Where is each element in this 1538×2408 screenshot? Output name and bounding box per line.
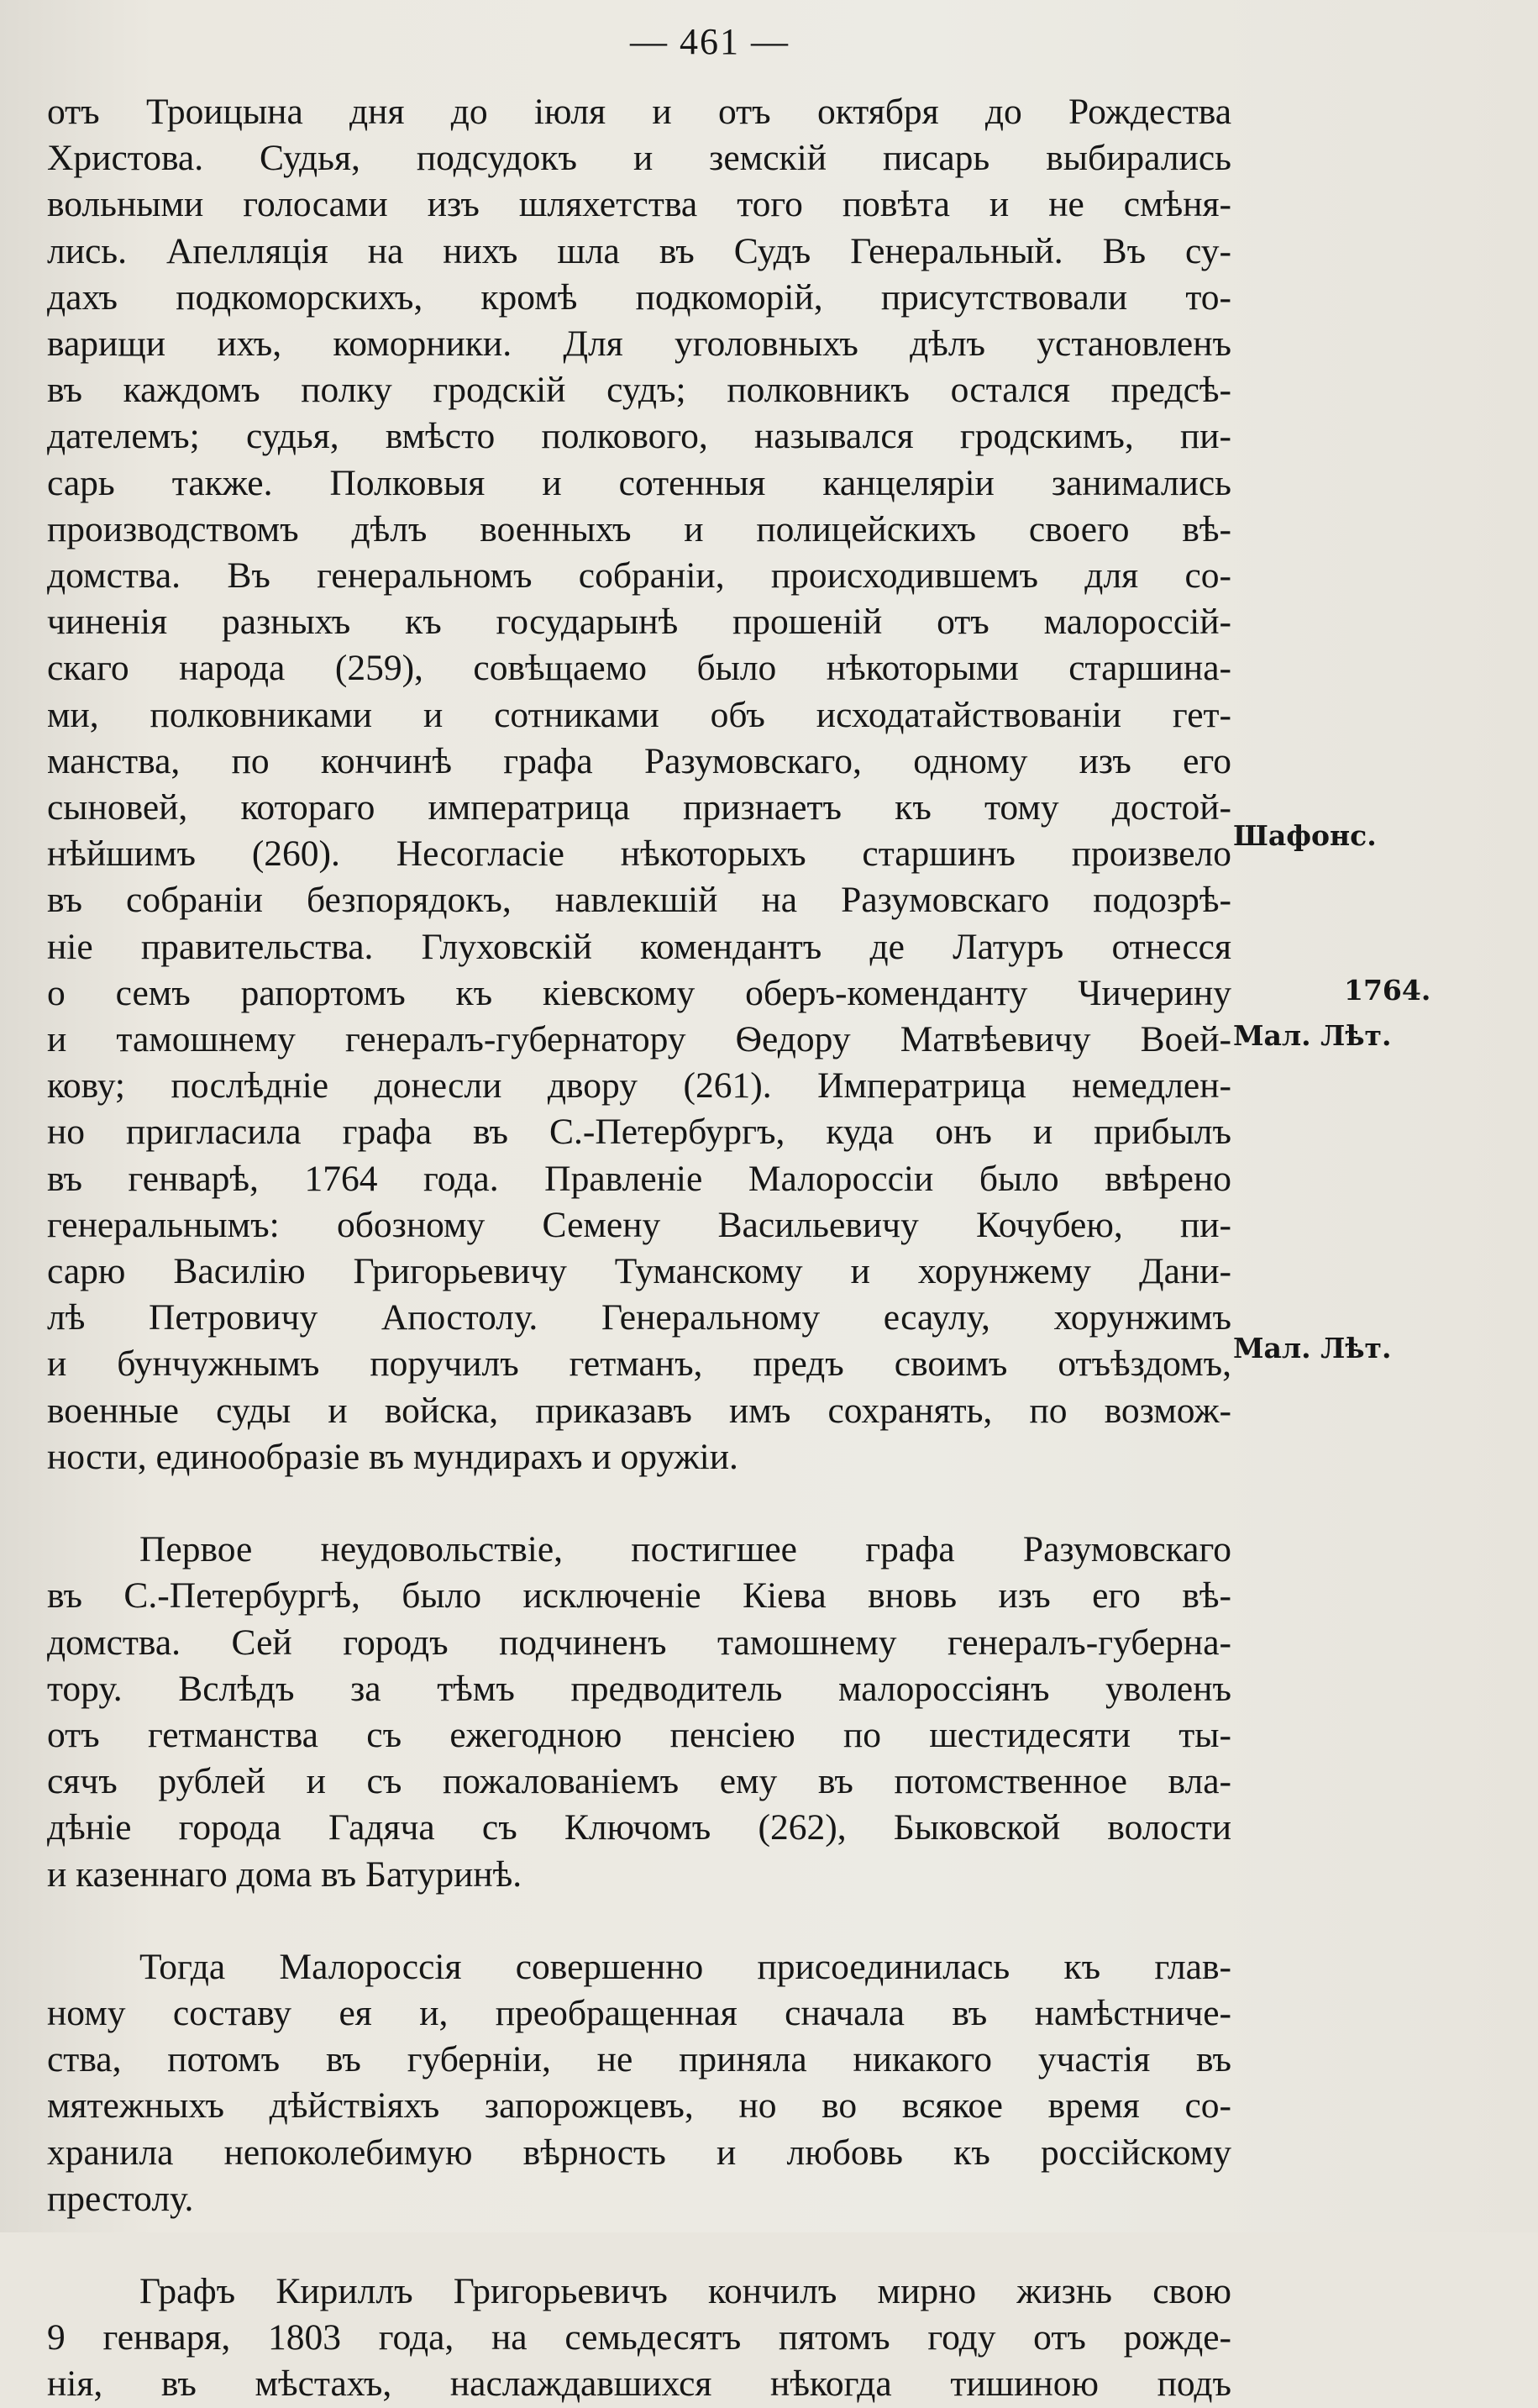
text-line: нѣйшимъ (260). Несогласіе нѣкоторыхъ старшинъ произвело: [47, 833, 1231, 875]
text-line: лѣ Петровичу Апостолу. Генеральному есаулу, хорунжимъ: [47, 1297, 1231, 1338]
text-line: ности, единообразіе въ мундирахъ и оружіи.: [47, 1436, 738, 1477]
text-line: дѣніе города Гадяча съ Ключомъ (262), Быковской волости: [47, 1807, 1231, 1848]
text-line: отъ гетманства съ ежегодною пенсіею по шестидесяти ты-: [47, 1714, 1231, 1755]
text-line: въ генварѣ, 1764 года. Правленіе Малороссіи было ввѣрено: [47, 1158, 1231, 1199]
text-line: вольными голосами изъ шляхетства того повѣта и не смѣня-: [47, 184, 1231, 225]
paragraph-2: [47, 1527, 1231, 1898]
text-line: лись. Апелляція на нихъ шла въ Судъ Генеральный. Въ су-: [47, 230, 1231, 271]
body-text: [47, 89, 1231, 2408]
text-line: сыновей, котораго императрица признаетъ къ тому достой-: [47, 787, 1231, 828]
text-line: Графъ Кириллъ Григорьевичъ кончилъ мирно жизнь свою: [139, 2270, 1231, 2311]
text-line: ства, потомъ въ губерніи, не приняла никакого участія въ: [47, 2039, 1231, 2080]
text-line: въ собраніи безпорядокъ, навлекшій на Разумовскаго подозрѣ-: [47, 880, 1231, 921]
text-line: 9 генваря, 1803 года, на семьдесятъ пятомъ году отъ рожде-: [47, 2317, 1231, 2358]
paragraph-4: [47, 2269, 1231, 2408]
paragraph-gap: [47, 1898, 1231, 1944]
text-line: производствомъ дѣлъ военныхъ и полицейскихъ своего вѣ-: [47, 508, 1231, 549]
text-line: сячъ рублей и съ пожалованіемъ ему въ потомственное вла-: [47, 1761, 1231, 1802]
text-line: генеральнымъ: обозному Семену Васильевичу Кочубею, пи-: [47, 1204, 1231, 1245]
margin-note-shafons: Шафонс.: [1233, 819, 1377, 852]
text-line: сарь также. Полковыя и сотенныя канцеляріи занимались: [47, 462, 1231, 503]
text-line: о семъ рапортомъ къ кіевскому оберъ-коменданту Чичерину: [47, 972, 1231, 1013]
paragraph-1: [47, 89, 1231, 1480]
text-line: домства. Въ генеральномъ собраніи, происходившемъ для со-: [47, 555, 1231, 597]
text-line: домства. Сей городъ подчиненъ тамошнему генералъ-губерна-: [47, 1622, 1231, 1663]
text-line: дателемъ; судья, вмѣсто полкового, назывался гродскимъ, пи-: [47, 416, 1231, 457]
margin-note-year: 1764.: [1344, 974, 1431, 1007]
page-number: — 461 —: [630, 21, 790, 62]
text-line: но пригласила графа въ С.-Петербургъ, куда онъ и прибылъ: [47, 1112, 1231, 1153]
text-line: ніе правительства. Глуховскій комендантъ де Латуръ отнесся: [47, 926, 1231, 967]
text-line: мятежныхъ дѣйствіяхъ запорожцевъ, но во всякое время со-: [47, 2085, 1231, 2127]
text-line: тору. Вслѣдъ за тѣмъ предводитель малороссіянъ уволенъ: [47, 1668, 1231, 1709]
paragraph-gap: [47, 1480, 1231, 1527]
text-line: чиненія разныхъ къ государынѣ прошеній отъ малороссій-: [47, 602, 1231, 643]
paragraph-gap: [47, 2222, 1231, 2269]
text-line: престолу.: [47, 2178, 194, 2219]
text-line: отъ Троицына дня до іюля и отъ октября до Рождества: [47, 92, 1231, 132]
paragraph-3: [47, 1944, 1231, 2222]
text-line: Христова. Судья, подсудокъ и земскій писарь выбирались: [47, 138, 1231, 179]
margin-note-mal-let: Мал. Лѣт.: [1233, 1332, 1392, 1364]
text-line: нія, въ мѣстахъ, наслаждавшихся нѣкогда тишиною подъ: [47, 2363, 1231, 2405]
text-line: сарю Василію Григорьевичу Туманскому и хорунжему Дани-: [47, 1251, 1231, 1292]
text-line: варищи ихъ, коморники. Для уголовныхъ дѣлъ установленъ: [47, 323, 1231, 365]
text-line: и казеннаго дома въ Батуринѣ.: [47, 1853, 522, 1895]
text-line: Первое неудовольствіе, постигшее графа Разумовскаго: [139, 1529, 1231, 1570]
text-line: Тогда Малороссія совершенно присоединилась къ глав-: [139, 1946, 1231, 1987]
text-line: въ С.-Петербургѣ, было исключеніе Кіева вновь изъ его вѣ-: [47, 1575, 1231, 1617]
text-line: ному составу ея и, преобращенная сначала въ намѣстниче-: [47, 1992, 1231, 2033]
margin-note-mal-let: Мал. Лѣт.: [1233, 1019, 1392, 1052]
text-line: манства, по кончинѣ графа Разумовскаго, одному изъ его: [47, 740, 1231, 781]
text-line: военные суды и войска, приказавъ имъ сохранять, по возмож-: [47, 1390, 1231, 1431]
text-line: скаго народа (259), совѣщаемо было нѣкоторыми старшина-: [47, 648, 1231, 689]
text-line: и бунчужнымъ поручилъ гетманъ, предъ своимъ отъѣздомъ,: [47, 1343, 1231, 1385]
text-line: дахъ подкоморскихъ, кромѣ подкоморій, присутствовали то-: [47, 276, 1231, 318]
text-line: хранила непоколебимую вѣрность и любовь къ россійскому: [47, 2132, 1231, 2173]
text-line: и тамошнему генералъ-губернатору Ѳедору Матвѣевичу Воей-: [47, 1019, 1231, 1060]
text-line: ми, полковниками и сотниками объ исходатайствованіи гет-: [47, 694, 1231, 735]
text-line: въ каждомъ полку гродскій судъ; полковникъ остался предсѣ-: [47, 370, 1231, 411]
text-line: кову; послѣдніе донесли двору (261). Императрица немедлен-: [47, 1065, 1231, 1107]
